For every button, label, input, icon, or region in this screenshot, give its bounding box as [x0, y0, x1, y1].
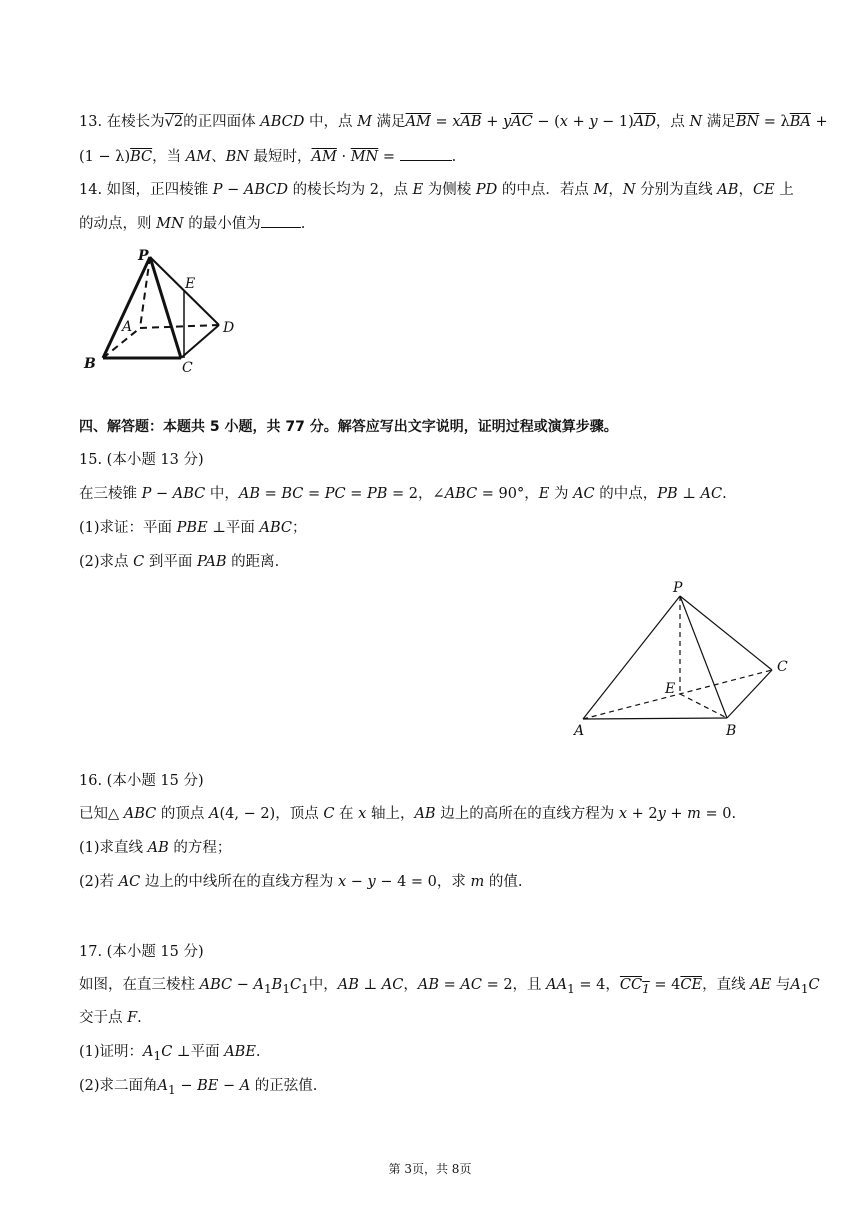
q16-stem: 已知△ ABC 的顶点 A(4, − 2)，顶点 C 在 x 轴上，AB 边上的高所在的直线方程为 x + 2y + m = 0.	[79, 806, 737, 822]
q13-line1: 13. 在棱长为√2的正四面体 ABCD 中，点 M 满足$\overline{AM} = x\overline{AB} + y\overline{AC} - (x + y - 1)\overline{AD}$，点 N 满足$\overline{BN} = \lambda\overline{BA}$ +	[79, 114, 828, 130]
q14-label-b: B	[84, 356, 96, 372]
q14-label-p: P	[138, 248, 149, 264]
q16-header: 16. (本小题 15 分)	[79, 773, 204, 789]
q17-stem2: 交于点 F.	[79, 1010, 142, 1026]
q17-part1: (1)证明：$A_1C$ ⊥平面 ABE.	[79, 1044, 261, 1063]
q15-label-a: A	[574, 723, 585, 739]
q16-part1: (1)求直线 AB 的方程；	[79, 840, 232, 856]
q14-label-d: D	[223, 320, 235, 336]
q15-label-b: B	[726, 723, 737, 739]
q15-header: 15. (本小题 13 分)	[79, 452, 204, 468]
q14-line1: 14. 如图，正四棱锥 P − ABCD 的棱长均为 2，点 E 为侧棱 PD 的中点．若点 M，N 分别为直线 AB，CE 上	[79, 182, 794, 198]
q15-stem: 在三棱锥 P − ABC 中，AB = BC = PC = PB = 2，∠ABC = 90°，E 为 AC 的中点，PB ⊥ AC.	[79, 486, 727, 502]
q15-label-p: P	[673, 580, 683, 596]
q17-header: 17. (本小题 15 分)	[79, 944, 204, 960]
q14-label-e: E	[185, 276, 196, 292]
q14-label-a: A	[122, 319, 133, 335]
q15-label-c: C	[777, 659, 788, 675]
q14-label-c: C	[182, 360, 193, 376]
q15-label-e: E	[665, 681, 676, 697]
q15-part1: (1)求证：平面 PBE ⊥平面 ABC；	[79, 520, 307, 536]
q17-part2: (2)求二面角$A_1$ − BE − A 的正弦值.	[79, 1078, 318, 1097]
q17-stem1: 如图，在直三棱柱 ABC − $A_1B_1C_1$中，AB ⊥ AC，AB = AC = 2，且 $AA_1 = 4$，$CC_1 = 4\overline{CE}$，直线 AE 与$A_1C$	[79, 977, 820, 996]
q15-part2: (2)求点 C 到平面 PAB 的距离.	[79, 554, 280, 570]
q14-line2: 的动点，则 MN 的最小值为 .	[79, 213, 305, 234]
q13-line2: $(1 - \lambda)\overline{BC}$，当 AM、BN 最短时，$\overline{AM} \cdot \overline{MN}$ = .	[79, 146, 456, 167]
section4-title: 四、解答题：本题共 5 小题，共 77 分。解答应写出文字说明，证明过程或演算步骤。	[79, 419, 618, 435]
q16-part2: (2)若 AC 边上的中线所在的直线方程为 x − y − 4 = 0，求 m 的值.	[79, 874, 523, 890]
page-footer: 第 3页，共 8页	[388, 1162, 472, 1176]
